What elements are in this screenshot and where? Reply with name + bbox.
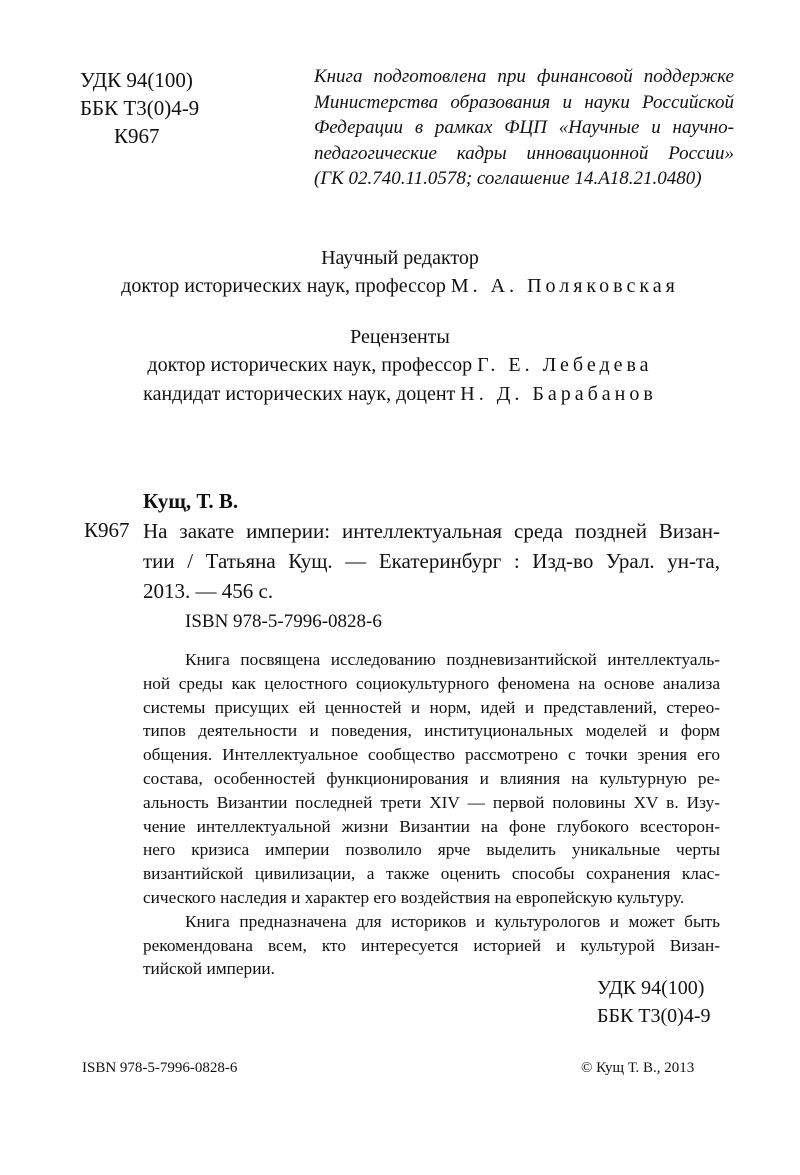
- classification-codes-top: [80, 66, 199, 150]
- annotation-line: состава, особенностей функционирования и влияния на культурную ре-: [143, 768, 720, 788]
- annotation-line: типов деятельности и поведения, институциональных моделей и форм: [143, 721, 720, 741]
- biblio-line: тии / Татьяна Кущ. — Екатеринбург : Изд-во Урал. ун-та,: [143, 549, 720, 573]
- reviewer-credentials: кандидат исторических наук, доцент: [143, 383, 456, 405]
- copyright: © Кущ Т. В., 2013: [581, 1060, 695, 1076]
- funding-note-line: Книга подготовлена при финансовой поддержке: [314, 66, 734, 87]
- annotation-line: ной среды как целостного социокультурного феномена на основе анализа: [143, 673, 720, 693]
- annotation-line: чение интеллектуальной жизни Византии на фоне глубокого всесторон-: [143, 816, 720, 836]
- reviewer-credentials: доктор исторических наук, профессор: [147, 354, 473, 376]
- annotation-line: рекомендована всем, кто интересуется историей и культурой Визан-: [143, 935, 720, 955]
- annotation-line: него кризиса империи позволило ярче выделить уникальные черты: [143, 840, 720, 860]
- author-mark: К967: [114, 124, 160, 148]
- funding-note: [314, 64, 734, 192]
- funding-note-line: Федерации в рамках ФЦП «Научные и научно-: [314, 117, 734, 138]
- biblio-line: 2013. — 456 с.: [143, 579, 274, 603]
- reviewer-line: [0, 351, 800, 380]
- reviewer-name: Г. Е. Лебедева: [477, 354, 653, 376]
- footer-isbn: ISBN 978-5-7996-0828-6: [82, 1060, 238, 1076]
- bbk-code: ББК Т3(0)4-9: [597, 1005, 711, 1027]
- annotation-line: альность Византии последней трети XIV — первой половины XV в. Изу-: [143, 792, 720, 812]
- biblio-line: На закате империи: интеллектуальная среда поздней Визан-: [143, 519, 720, 543]
- editor-name: М. А. Поляковская: [450, 275, 679, 297]
- udk-code: УДК 94(100): [80, 68, 193, 92]
- isbn: ISBN 978-5-7996-0828-6: [185, 611, 382, 632]
- funding-note-line: педагогические кадры инновационной России»: [314, 142, 734, 164]
- annotation-line: сического наследия и характер его воздействия на европейскую культуру.: [143, 887, 685, 907]
- funding-note-line: Министерства образования и науки Российской: [314, 91, 734, 113]
- biblio-code: К967: [84, 518, 130, 542]
- annotation-line: Книга предназначена для историков и культурологов и может быть: [185, 911, 720, 931]
- annotation-line: системы присущих ей ценностей и норм, идей и представлений, стерео-: [143, 697, 720, 717]
- biblio-author: Кущ, Т. В.: [143, 489, 239, 513]
- udk-code: УДК 94(100): [597, 977, 705, 999]
- funding-note-line: (ГК 02.740.11.0578; соглашение 14.А18.21.0480): [314, 168, 702, 189]
- editor-line: [0, 272, 800, 301]
- classification-codes-bottom: [597, 974, 711, 1030]
- bbk-code: ББК Т3(0)4-9: [80, 96, 200, 120]
- annotation-line: византийской цивилизации, а также оценить способы сохранения клас-: [143, 864, 720, 884]
- annotation-line: Книга посвящена исследованию поздневизантийской интеллектуаль-: [185, 650, 720, 669]
- editor-heading: Научный редактор: [321, 247, 479, 269]
- reviewer-line: [0, 380, 800, 409]
- reviewer-name: Н. Д. Барабанов: [460, 383, 657, 405]
- editor-credentials: доктор исторических наук, профессор: [121, 275, 446, 297]
- annotation: [143, 648, 720, 981]
- biblio-description: [143, 516, 720, 606]
- reviewers-heading: Рецензенты: [350, 326, 450, 348]
- annotation-line: тийской империи.: [143, 959, 276, 979]
- annotation-line: общения. Интеллектуальное сообщество рассмотрено с точки зрения его: [143, 745, 720, 765]
